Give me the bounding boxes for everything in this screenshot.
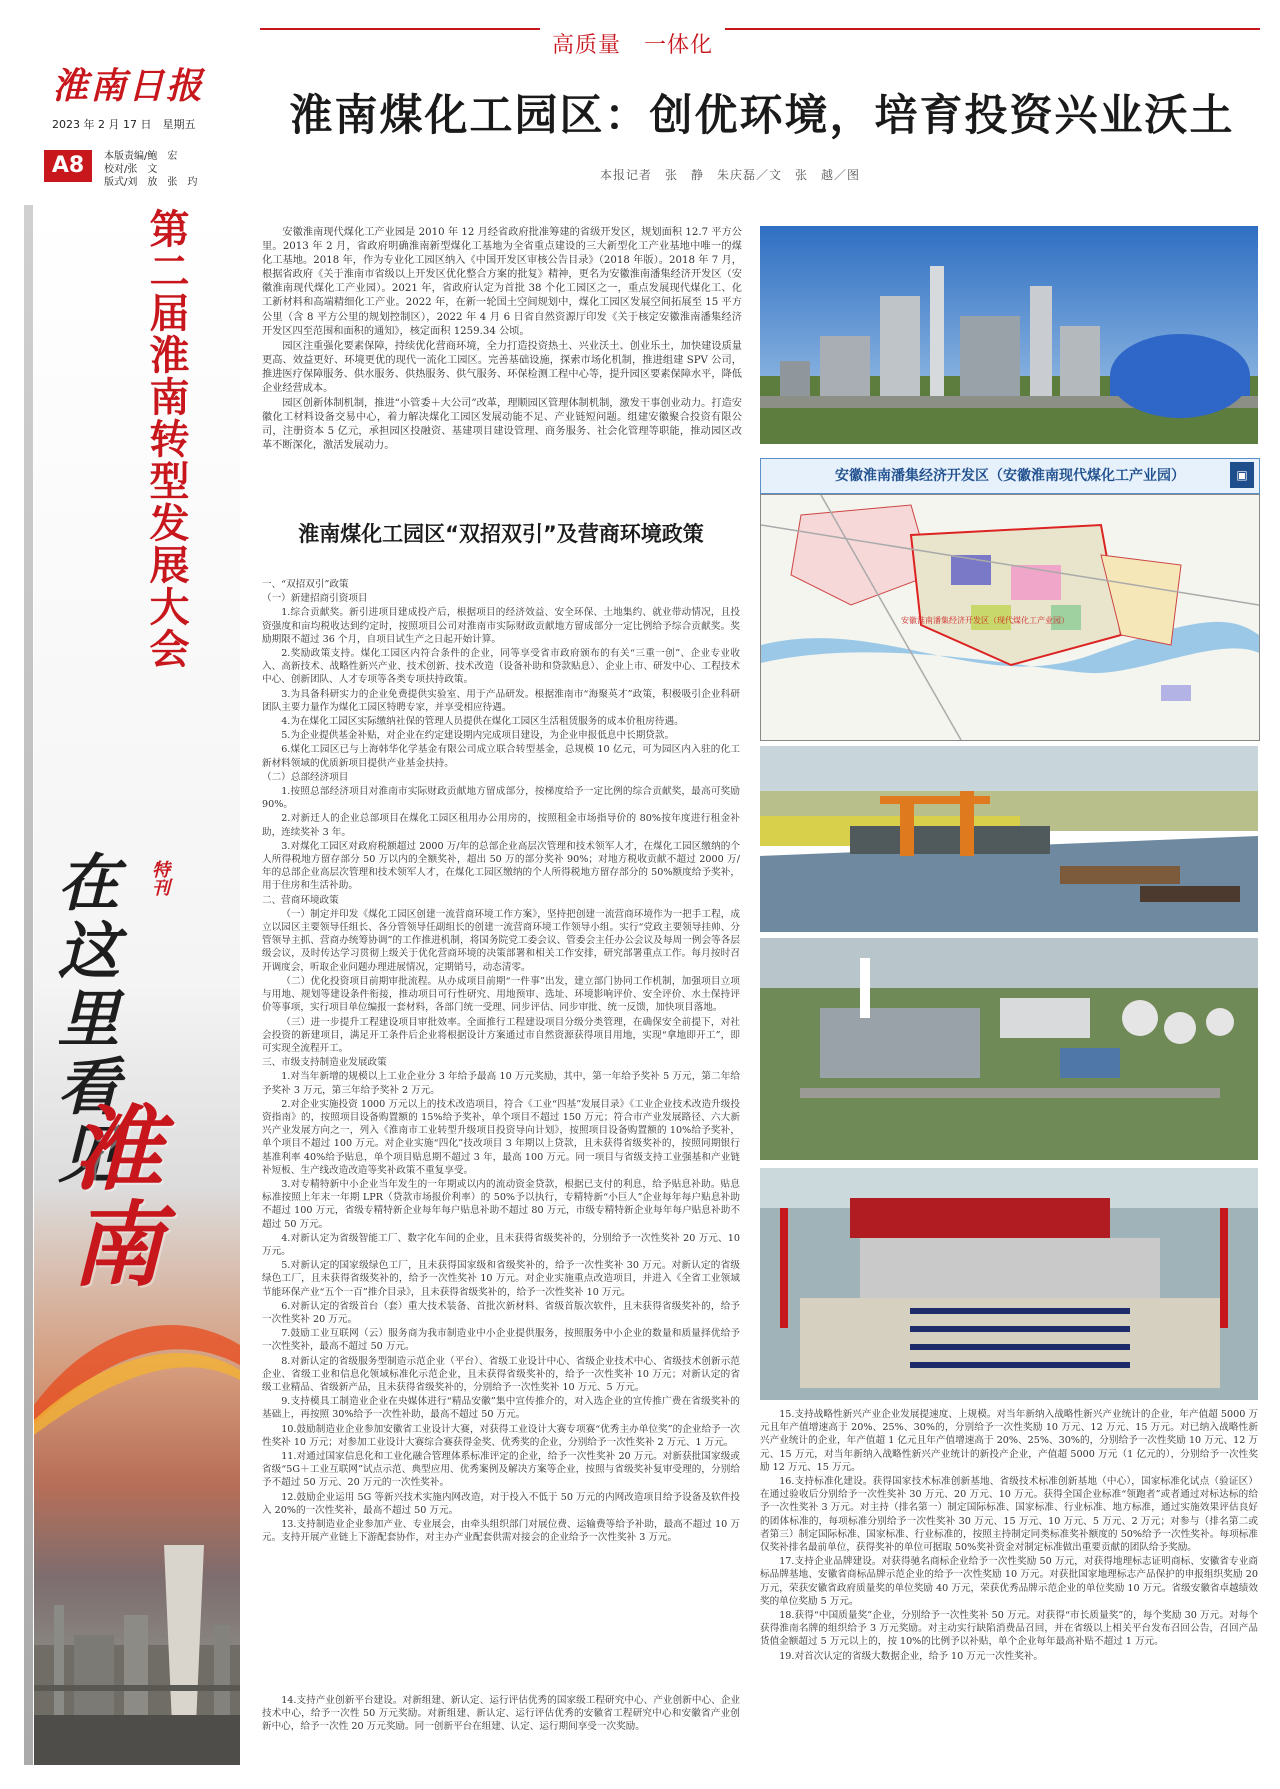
policy-heading: （一）新建招商引资项目 bbox=[262, 593, 368, 605]
photo-river-port bbox=[760, 746, 1258, 932]
banner-edge bbox=[24, 205, 33, 1765]
policy-paragraph: 4.为在煤化工园区实际缴纳社保的管理人员提供在煤化工园区生活租赁服务的成本价租房待遇。 bbox=[281, 716, 684, 728]
intro-paragraph: 安徽淮南现代煤化工产业园是 2010 年 12 月经省政府批准筹建的省级开发区，规划面积 12.7 平方公里。2013 年 2 月，省政府明确淮南新型煤化工基地为全省重点建设的三大新型化工产业基地中唯一的煤化工基地。2018 年，作为专业化工园区纳入《中国开发区审核公告目录》（2018 年版）。2018 年 7 月，根据省政府《关于淮南市省级以上开发区优化整合方案的批复》精神，更名为安徽淮南潘集经济开发区（安徽淮南现代煤化工产业园）。2021 年，省政府认定为首批 38 个化工园区之一，重点发展现代煤化工、化工新材料和高端精细化工产业。2022 年，在新一轮国土空间规划中，煤化工园区发展空间拓展至 15 平方公里（含 8 平方公里的规划控制区），2022 年 4 月 6 日省自然资源厅印发《关于核定安徽淮南潘集经济开发区四至范围和面积的通知》，核定面积 1259.34 公顷。 bbox=[262, 227, 742, 337]
policy-paragraph: 5.对新认定的国家级绿色工厂，且未获得国家级和省级奖补的，给予一次性奖补 30 万元。对新认定的省级绿色工厂，且未获得省级奖补的，给予一次性奖补 10 万元。对企业实施重点改造项目，并进入《全省工业领域节能环保产业“五个一百”推介目录》，且未获得省级奖补的，给予一次性奖补 10 万元。 bbox=[262, 1260, 740, 1298]
policy-heading: 一、“双招双引”政策 bbox=[262, 579, 349, 590]
zone-map bbox=[760, 494, 1260, 741]
conference-title: 第二届淮南转型发展大会 bbox=[143, 208, 189, 670]
intro-paragraph: 园区创新体制机制，推进“小管委＋大公司”改革，理顺园区管理体制机制，激发干事创业动力。打造安徽化工材料设备交易中心，着力解决煤化工园区发展动能不足、产业链短问题。组建安徽聚合投资有限公司，注册资本 5 亿元，承担园区投融资、基建项目建设管理、商务服务、社会化管理等职能，推动园区改革不断深化，激活发展动力。 bbox=[262, 398, 742, 452]
special-label: 特刊 bbox=[149, 860, 170, 896]
policy-paragraph: 2.奖励政策支持。煤化工园区内符合条件的企业，同等享受省市政府颁布的有关“三重一创”、企业专业收入、高新技术、战略性新兴产业、技术创新、技术改造（设备补助和贷款贴息）、企业上市、研发中心、工程技术中心、创新团队、人才专项等各类专项扶持政策。 bbox=[262, 648, 740, 686]
policy-paragraph: 5.为企业提供基金补贴，对企业在约定建设期内完成项目建设，为企业申报低息中长期贷款。 bbox=[281, 730, 675, 742]
policy-paragraph: 8.对新认定的省级服务型制造示范企业（平台）、省级工业设计中心、省级企业技术中心、省级技术创新示范企业、省级工业和信息化领域标准化示范企业，且未获得省级奖补的，给予一次性奖补 10 万元；对新认定的省级工业精品、省级新产品，且未获得省级奖补的，分别给予一次性奖补 10 万元、5 万元。 bbox=[262, 1355, 740, 1393]
newspaper-masthead: 淮南日报 bbox=[52, 65, 205, 107]
policy-heading: （二）总部经济项目 bbox=[262, 771, 349, 783]
ribbon-swoosh bbox=[34, 1285, 240, 1435]
policy-column-right bbox=[760, 1408, 1258, 1764]
byline: 本报记者 张 静 朱庆磊／文 张 越／图 bbox=[600, 168, 861, 182]
article-intro bbox=[262, 226, 742, 498]
policy-paragraph: 6.对新认定的省级首台（套）重大技术装备、首批次新材料、省级首版次软件，且未获得省级奖补的，给予一次性奖补 20 万元。 bbox=[262, 1300, 740, 1325]
industrial-skyline-graphic bbox=[34, 1485, 240, 1765]
slogan-calligraphy: 在这里看见 bbox=[47, 850, 120, 1190]
page-number-badge: A8 bbox=[44, 150, 92, 182]
policy-paragraph: 11.对通过国家信息化和工业化融合管理体系标准评定的企业，给予一次性奖补 20 万元。对新获批国家级或省级“5G＋工业互联网”试点示范、典型应用、优秀案例及解决方案等企业，按照与省级奖补复审受理的，分别给予不超过 50 万元、20 万元的一次性奖补。 bbox=[262, 1451, 740, 1489]
policy-paragraph: 10.鼓励制造业企业参加安徽省工业设计大赛，对获得工业设计大赛专项赛“优秀主办单位奖”的企业给予一次性奖补 10 万元；对参加工业设计大赛综合赛获得金奖、优秀奖的企业，分别给予一次性奖补 2 万元、1 万元。 bbox=[262, 1423, 740, 1448]
photo-aerial-park bbox=[760, 938, 1258, 1160]
page-headline: 淮南煤化工园区：创优环境，培育投资兴业沃土 bbox=[289, 91, 1235, 141]
policy-paragraph: 1.对当年新增的规模以上工业企业分 3 年给予最高 10 万元奖励，其中，第一年给予奖补 5 万元，第二年给予奖补 3 万元，第三年给予奖补 2 万元。 bbox=[262, 1071, 740, 1096]
policy-paragraph: 3.对煤化工园区对政府税额超过 2000 万/年的总部企业高层次管理和技术领军人才，在煤化工园区缴纳的个人所得税地方留存部分 50 万以内的全额奖补，超出 50 万的部分奖补 90%；对地方税收贡献不超过 2000 万/年的总部企业高层次管理和技术领军人才，在煤化工园区缴纳的个人所得税地方留存部分的 50%额度给予奖补，用于住房和生活补助。 bbox=[262, 840, 740, 892]
policy-paragraph: （三）进一步提升工程建设项目审批效率。全面推行工程建设项目分级分类管理，在确保安全前提下，对社会投资的新建项目，满足开工条件后企业将根据设计方案通过市自然资源获得项目用地，实现“拿地即开工”，即可实现全流程开工。 bbox=[262, 1016, 740, 1054]
policy-column-left-tail bbox=[262, 1694, 740, 1764]
policy-paragraph: 18.获得“中国质量奖”企业，分别给予一次性奖补 50 万元。对获得“市长质量奖”的，每个奖励 30 万元。对每个获得淮南名牌的组织给予 3 万元奖励。对主动实行缺陷消费品召回，并在省级以上相关平台发布召回公告，召回产品货值金额超过 5 万元以上的，按 10%的比例予以补贴，单个企业每年最高补贴不超过 1 万元。 bbox=[760, 1610, 1258, 1648]
policy-paragraph: 15.支持战略性新兴产业企业发展提速度、上规模。对当年新纳入战略性新兴产业统计的企业，年产值超 5000 万元且年产值增速高于 20%、25%、30%的，分别给予一次性奖励 10 万元、12 万元、15 万元。对已纳入战略性新兴产业统计的企业，年产值超 1 亿元且年产值增速高于 20%、25%、30%的，分别给予一次性奖励 10 万元、12 万元、15 万元，对当年新纳入战略性新兴产业统计的新投产企业，产值超 5000 万元（1 亿元的），分别给予一次性奖励 12 万元、15 万元。 bbox=[760, 1409, 1258, 1473]
page-tagline: 高质量 一体化 bbox=[540, 28, 725, 59]
map-title-bar: 安徽淮南潘集经济开发区（安徽淮南现代煤化工产业园） bbox=[760, 458, 1260, 494]
policy-paragraph: 4.对新认定为省级智能工厂、数字化车间的企业，且未获得省级奖补的，分别给予一次性奖补 20 万元、10 万元。 bbox=[262, 1232, 740, 1257]
policy-heading: 二、营商环境政策 bbox=[262, 894, 339, 906]
policy-paragraph: 16.支持标准化建设。获得国家技术标准创新基地、省级技术标准创新基地（中心），国家标准化试点（验证区）在通过验收后分别给予一次性奖补 30 万元、20 万元、10 万元。获得全国企业标准“领跑者”或者通过对标达标的给予一次性奖补 3 万元。对主持（排名第一）制定国际标准、国家标准、行业标准、地方标准，通过实施效果评估良好的团体标准的，每项标准分别给予一次性奖补 30 万元、15 万元、10 万元、5 万元、2 万元；对参与（排名第二或者第三）制定国际标准、国家标准、行业标准的，按照主持制定同类标准奖补额度的 50%给予一次性奖补。每项标准仅奖补排名最前单位，获得奖补的单位可据取 50%奖补资金对制定标准做出重要贡献的团队给予奖励。 bbox=[760, 1476, 1258, 1554]
photo-chemical-plant bbox=[760, 226, 1258, 444]
policy-paragraph: 3.为具备科研实力的企业免费提供实验室、用于产品研发。根据淮南市“海聚英才”政策，积极吸引企业科研团队主要力量作为煤化工园区特聘专家，并享受相应待遇。 bbox=[262, 688, 740, 713]
intro-paragraph: 园区注重强化要素保障，持续优化营商环境，全力打造投资热土、兴业沃土、创业乐土，加快建设质量更高、效益更好、环境更优的现代一流化工园区。完善基础设施，探索市场化机制，推进组建 SPV 公司，推进医疗保障服务、供水服务、供热服务、供气服务、环保检测工程中心等，提升园区要素保障水平，降低企业经营成本。 bbox=[262, 340, 742, 395]
photo-groundbreaking-ceremony bbox=[760, 1168, 1258, 1400]
policy-paragraph: 1.综合贡献奖。新引进项目建成投产后，根据项目的经济效益、安全环保、土地集约、就业带动情况，且投资强度和亩均税收达到约定时，按照项目公司对淮南市实际财政贡献地方留成部分一定比例给予综合贡献奖。奖励期限不超过 36 个月，自项目试生产之日起开始计算。 bbox=[262, 607, 740, 645]
policy-paragraph: （二）优化投资项目前期审批流程。从办成项目前期“一件事”出发，建立部门协同工作机制，加强项目立项与用地、规划等建设条件衔接，推动项目可行性研究、用地预审、选址、环境影响评价、安全评价、水土保持评价等事项，实行项目单位编报一套材料，各部门统一受理、同步评估、同步审批、统一反馈，加快项目落地。 bbox=[262, 975, 740, 1014]
editor-line: 本版责编/鲍 宏 bbox=[104, 151, 178, 162]
top-rule bbox=[260, 28, 1260, 30]
policy-section-title: 淮南煤化工园区“双招双引”及营商环境政策 bbox=[298, 522, 704, 546]
policy-paragraph: 3.对专精特新中小企业当年发生的一年期或以内的流动资金贷款，根据已支付的利息，给予贴息补助。贴息标准按照上年末一年期 LPR（贷款市场报价利率）的 50%予以执行，专精特新“小巨人”企业每年每户贴息补助不超过 100 万元，省级专精特新企业每年每户贴息补助不超过 80 万元，市级专精特新企业每年每户贴息补助不超过 50 万元。 bbox=[262, 1178, 740, 1230]
editor-line: 版式/刘 放 张 玓 bbox=[104, 177, 198, 188]
issue-date: 2023 年 2 月 17 日 星期五 bbox=[52, 118, 196, 131]
policy-paragraph: （一）制定并印发《煤化工园区创建一流营商环境工作方案》，坚持把创建一流营商环境作为一把手工程，成立以园区主要领导任组长、各分管领导任副组长的创建一流营商环境工作领导小组。实行“党政主要领导挂帅、分管领导主抓、营商办统筹协调”的工作推进机制，将国务院党工委会议、管委会主任办公会议及每周一例会等各层级会议，及时传达学习贯彻上级关于优化营商环境的决策部署和相关工作安排，研究部署重点工作。每月按时召开调度会，听取企业问题办理进展情况，定期销号，动态清零。 bbox=[262, 908, 740, 973]
policy-paragraph: 2.对企业实施投资 1000 万元以上的技术改造项目，符合《工业“四基”发展目录》《工业企业技术改造升级投资指南》的，按照项目设备购置额的 15%给予奖补，单个项目不超过 150 万元；符合市产业发展路径、六大新兴产业发展方向之一，列入《淮南市工业转型升级项目投资导向计划》，按照项目设备购置额的 10%给予奖补，单个项目不超过 100 万元。对企业实施“四化”技改项目 3 年期以上贷款，且未获得省级奖补的，按照同期银行基准利率 40%给予贴息，单个项目贴息期不超过 3 年，最高 100 万元。同一项目与省级支持工业强基和产业链补短板、生产线改造改造等奖补政策不重复享受。 bbox=[262, 1098, 740, 1176]
policy-paragraph: 14.支持产业创新平台建设。对新组建、新认定、运行评估优秀的国家级工程研究中心、产业创新中心、企业技术中心，给予一次性 50 万元奖励。对新组建、新认定、运行评估优秀的安徽省工程研究中心和安徽省产业创新中心，给予一次性 20 万元奖励。同一创新平台在组建、认定、运行期间享受一次奖励。 bbox=[262, 1695, 740, 1733]
editor-credits bbox=[104, 150, 197, 189]
policy-paragraph: 19.对首次认定的省级大数据企业，给予 10 万元一次性奖补。 bbox=[779, 1650, 1044, 1662]
policy-paragraph: 1.按照总部经济项目对淮南市实际财政贡献地方留成部分，按梯度给予一定比例的综合贡献奖，最高可奖励 90%。 bbox=[262, 786, 740, 811]
policy-heading: 三、市级支持制造业发展政策 bbox=[262, 1057, 387, 1069]
policy-column-left bbox=[262, 578, 740, 1694]
policy-paragraph: 13.支持制造业企业参加产业、专业展会，由牵头组织部门对展位费、运输费等给予补助，最高不超过 10 万元。支持开展产业链上下游配套协作，对主办产业配套供需对接会的企业给予一次性奖补 3 万元。 bbox=[262, 1519, 740, 1544]
policy-paragraph: 6.煤化工园区已与上海韩华化学基金有限公司成立联合转型基金，总规模 10 亿元，可为园区内入驻的化工新材料领域的优质新项目提供产业基金扶持。 bbox=[262, 744, 740, 769]
editor-line: 校对/张 文 bbox=[104, 164, 158, 175]
map-zone-label: 安徽淮南潘集经济开发区（现代煤化工产业园） bbox=[901, 616, 1069, 625]
policy-paragraph: 17.支持企业品牌建设。对获得驰名商标企业给予一次性奖励 50 万元，对获得地理标志证明商标、安徽省专业商标品牌基地、安徽省商标品牌示范企业的给予一次性奖励 10 万元。对获批国家地理标志产品保护的申报组织奖励 20 万元，荣获安徽省政府质量奖的单位奖励 40 万元，荣获优秀品牌示范企业的单位奖励 10 万元。省级安徽省卓越绩效奖的单位奖励 5 万元。 bbox=[760, 1556, 1258, 1607]
policy-paragraph: 2.对新迁人的企业总部项目在煤化工园区租用办公用房的，按照租金市场指导价的 80%按年度进行租金补助，连续奖补 3 年。 bbox=[262, 813, 740, 838]
policy-paragraph: 12.鼓励企业运用 5G 等新兴技术实施内网改造，对于投入不低于 50 万元的内网改造项目给予设备及软件投入 20%的一次性奖补，最高不超过 50 万元。 bbox=[262, 1491, 740, 1516]
policy-paragraph: 7.鼓励工业互联网（云）服务商为我市制造业中小企业提供服务，按照服务中小企业的数量和质量择优给予一次性奖补，最高不超过 50 万元。 bbox=[262, 1328, 740, 1353]
map-corner-icon: ▣ bbox=[1230, 462, 1254, 488]
city-calligraphy: 淮南 bbox=[56, 1100, 164, 1292]
policy-paragraph: 9.支持模具工制造业企业在央媒体进行“精品安徽”集中宣传推介的，对入选企业的宣传推广费在省级奖补的基础上，再按照 30%给予一次性补助，最高不超过 50 万元。 bbox=[262, 1396, 740, 1421]
